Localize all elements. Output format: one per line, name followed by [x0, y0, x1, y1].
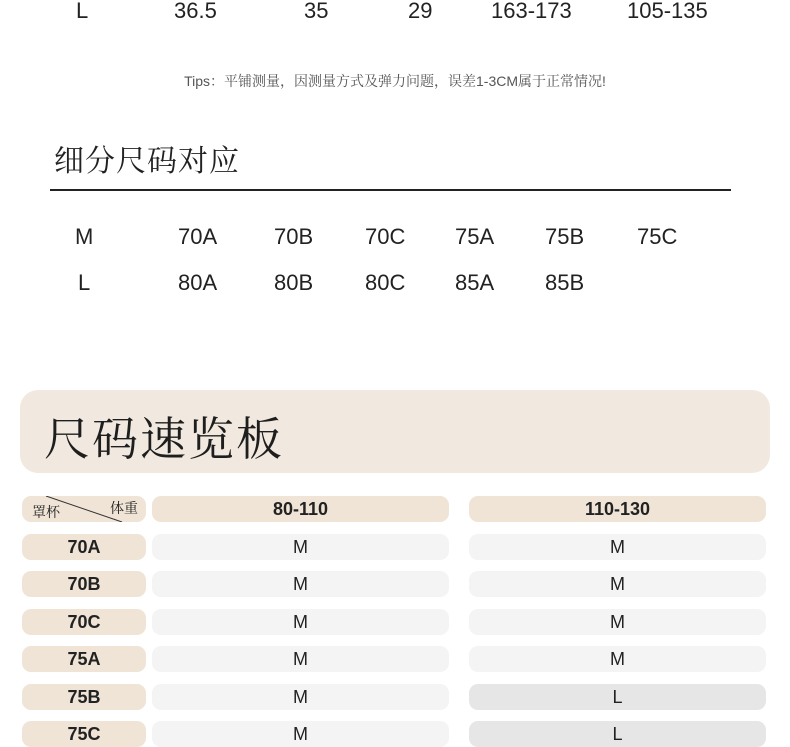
size-cell: M [469, 609, 766, 635]
size-label-l: L [78, 270, 91, 295]
quick-chart-title: 尺码速览板 [44, 413, 284, 465]
cup-value: 85A [455, 270, 495, 295]
size-cell: M [152, 534, 449, 560]
cup-cell: 70B [22, 571, 146, 597]
size-cell: M [152, 571, 449, 597]
section-divider [50, 189, 731, 191]
cup-value: 70A [178, 224, 218, 249]
cup-value: 75A [455, 224, 495, 249]
cup-value: 70B [274, 224, 314, 249]
top-row-size: L [76, 0, 89, 23]
cup-cell: 75B [22, 684, 146, 710]
size-cell: M [152, 646, 449, 672]
cup-value: 80C [365, 270, 406, 295]
size-cell: M [469, 646, 766, 672]
top-row-height: 163-173 [491, 0, 572, 23]
size-cell: M [152, 609, 449, 635]
size-cell: L [469, 721, 766, 747]
top-row-value: 36.5 [174, 0, 217, 23]
cup-value: 85B [545, 270, 585, 295]
size-cell: M [469, 571, 766, 597]
size-label-m: M [75, 224, 94, 249]
size-cell: L [469, 684, 766, 710]
cup-section-title: 细分尺码对应 [54, 145, 240, 178]
weight-header: 80-110 [152, 496, 449, 522]
cup-value: 75B [545, 224, 585, 249]
corner-label-cup: 罩杯 [32, 504, 60, 520]
size-cell: M [152, 721, 449, 747]
weight-header: 110-130 [469, 496, 766, 522]
corner-label-weight: 体重 [110, 500, 138, 516]
measurement-tips: Tips：平铺测量，因测量方式及弹力问题，误差1-3CM属于正常情况! [184, 73, 606, 89]
cup-value: 70C [365, 224, 406, 249]
cup-cell: 70A [22, 534, 146, 560]
cup-cell: 75A [22, 646, 146, 672]
size-cell: M [152, 684, 449, 710]
cup-cell: 75C [22, 721, 146, 747]
top-row-value: 35 [304, 0, 329, 23]
cup-value: 80A [178, 270, 218, 295]
cup-cell: 70C [22, 609, 146, 635]
cup-value: 75C [637, 224, 678, 249]
top-row-value: 29 [408, 0, 433, 23]
size-cell: M [469, 534, 766, 560]
top-row-weight: 105-135 [627, 0, 708, 23]
table-corner-cell [22, 496, 146, 522]
cup-value: 80B [274, 270, 314, 295]
